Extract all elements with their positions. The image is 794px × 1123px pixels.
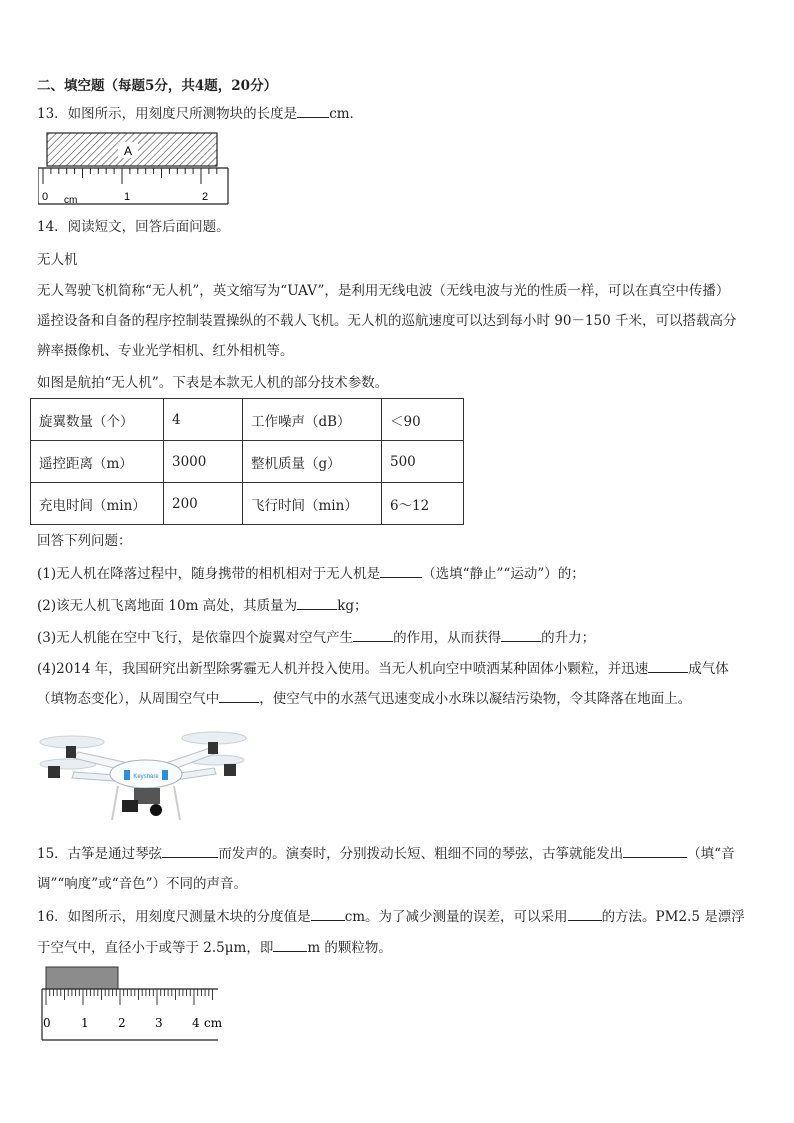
question-16 xyxy=(37,906,745,927)
sub4-text-b: 成气体 xyxy=(688,661,729,677)
sub3-blank-1[interactable] xyxy=(353,627,393,642)
q15-blank-2[interactable] xyxy=(623,843,687,858)
passage-line-3: 辨率摄像机、专业光学相机、红外相机等。 xyxy=(37,343,294,359)
sub3-text-end: 的升力； xyxy=(541,630,596,646)
table-cell: 整机质量（g） xyxy=(243,441,382,483)
ruler2-label-3: 3 xyxy=(155,1016,163,1030)
q15-blank-1[interactable] xyxy=(162,843,218,858)
question-15 xyxy=(37,843,735,864)
question-15-cont: 调”“响度”或“音色”）不同的声音。 xyxy=(37,876,248,892)
sub-question-4 xyxy=(37,658,729,679)
q13-unit: cm． xyxy=(329,106,364,122)
passage-line-4: 如图是航拍“无人机”。下表是本款无人机的部分技术参数。 xyxy=(37,375,389,391)
q15-text-a: 15．古筝是通过琴弦 xyxy=(37,846,163,862)
ruler1-label-cm: cm xyxy=(64,195,78,206)
sub4-blank-1[interactable] xyxy=(648,658,688,673)
q16-text-e: m 的颗粒物。 xyxy=(307,940,392,956)
q16-text-b: cm。为了减少测量的误差，可以采用 xyxy=(344,909,568,925)
q16-blank-2[interactable] xyxy=(568,906,602,921)
sub2-blank[interactable] xyxy=(297,595,337,610)
sub-question-1 xyxy=(37,563,585,584)
drone-brand: Keyshare xyxy=(133,774,159,780)
q16-text-c: 的方法。PM2.5 是漂浮 xyxy=(601,909,745,925)
passage-line-2: 遥控设备和自备的程序控制装置操纵的不载人飞机。无人机的巡航速度可以达到每小时 90－150 千米，可以搭载高分 xyxy=(37,313,737,329)
table-cell: 遥控距离（m） xyxy=(31,441,164,483)
sub1-text-end: （选填“静止”“运动”）的； xyxy=(422,566,585,582)
passage-title: 无人机 xyxy=(37,252,78,268)
table-row xyxy=(31,399,464,441)
sub2-text: (2)该无人机飞离地面 10m 高处，其质量为 xyxy=(37,598,298,614)
q13-text: 13．如图所示，用刻度尺所测物块的长度是 xyxy=(37,106,298,122)
ruler1-label-2: 2 xyxy=(202,191,209,203)
table-cell: 200 xyxy=(164,483,243,525)
question-14-intro: 14．阅读短文，回答后面问题。 xyxy=(37,219,230,235)
drone-image xyxy=(38,716,252,830)
wood-block xyxy=(46,967,118,989)
q15-text-c: （填“音 xyxy=(687,846,735,862)
sub-question-4-cont xyxy=(37,688,691,709)
passage-line-1: 无人驾驶飞机简称“无人机”，英文缩写为“UAV”，是利用无线电波（无线电波与光的性质一样，可以在真空中传播） xyxy=(37,283,730,299)
q16-blank-1[interactable] xyxy=(311,906,345,921)
sub4-text-c: （填物态变化），从周围空气中 xyxy=(37,691,220,707)
question-16-cont xyxy=(37,937,392,958)
sub1-text: (1)无人机在降落过程中，随身携带的相机相对于无人机是 xyxy=(37,566,381,582)
spec-table xyxy=(30,398,464,525)
table-cell: 旋翼数量（个） xyxy=(31,399,164,441)
sub-question-3 xyxy=(37,627,595,648)
sub-question-2 xyxy=(37,595,368,616)
answer-prompt: 回答下列问题： xyxy=(37,533,132,549)
ruler2-label-0: 0 xyxy=(43,1016,51,1030)
table-cell: 工作噪声（dB） xyxy=(243,399,382,441)
ruler2-unit: cm xyxy=(204,1016,223,1030)
sub4-text: (4)2014 年，我国研究出新型除雾霾无人机并投入使用。当无人机向空中喷洒某种固体小颗粒，并迅速 xyxy=(37,661,649,677)
table-cell: 飞行时间（min） xyxy=(243,483,382,525)
sub3-blank-2[interactable] xyxy=(501,627,541,642)
table-row xyxy=(31,441,464,483)
ruler2-label-4: 4 xyxy=(192,1016,200,1030)
sub4-blank-2[interactable] xyxy=(219,688,259,703)
table-cell: 充电时间（min） xyxy=(31,483,164,525)
ruler1-label-0: 0 xyxy=(42,191,49,203)
ruler-figure-2 xyxy=(40,966,224,1046)
table-row xyxy=(31,483,464,525)
table-cell: 3000 xyxy=(164,441,243,483)
section-title: 二、填空题（每题5分，共4题，20分） xyxy=(37,78,278,94)
sub3-text-mid: 的作用，从而获得 xyxy=(393,630,502,646)
q16-text-d: 于空气中，直径小于或等于 2.5μm，即 xyxy=(37,940,274,956)
sub4-text-d: ，使空气中的水蒸气迅速变成小水珠以凝结污染物，令其降落在地面上。 xyxy=(259,691,692,707)
q13-blank[interactable] xyxy=(297,103,329,118)
sub2-text-end: kg； xyxy=(337,598,368,614)
q16-text-a: 16．如图所示，用刻度尺测量木块的分度值是 xyxy=(37,909,311,925)
question-13 xyxy=(37,103,363,124)
block-label: A xyxy=(123,144,133,158)
q16-blank-3[interactable] xyxy=(273,937,307,952)
table-cell: 6～12 xyxy=(382,483,464,525)
ruler-figure-1 xyxy=(38,130,230,208)
ruler1-label-1: 1 xyxy=(124,191,131,203)
table-cell: 4 xyxy=(164,399,243,441)
sub1-blank[interactable] xyxy=(380,563,422,578)
ruler2-label-2: 2 xyxy=(118,1016,126,1030)
ruler2-label-1: 1 xyxy=(81,1016,89,1030)
table-cell: 500 xyxy=(382,441,464,483)
q15-text-b: 而发声的。演奏时，分别拨动长短、粗细不同的琴弦，古筝就能发出 xyxy=(218,846,624,862)
table-cell: ＜90 xyxy=(382,399,464,441)
sub3-text: (3)无人机能在空中飞行，是依靠四个旋翼对空气产生 xyxy=(37,630,354,646)
